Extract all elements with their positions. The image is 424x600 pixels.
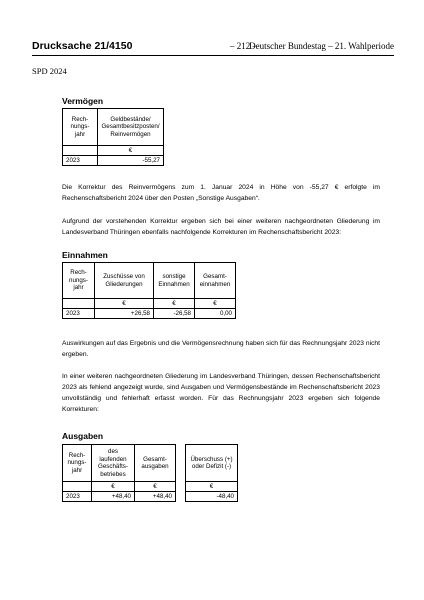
currency-cell-empty [63,146,98,156]
currency-cell: € [98,146,164,156]
currency-cell: € [154,299,195,309]
year-cell: 2023 [63,309,95,319]
paragraph-auswirkungen: Auswirkungen auf das Ergebnis und die Vermögensrechnung haben sich für das Rechnungsjahr 2023 nicht ergeben. [62,340,380,358]
col-header-reinvermoegen: Geldbestände/ Gesamtbesitzposten/ Reinvermögen [98,109,164,146]
page-number: – 212 – [230,41,257,51]
year-cell: 2023 [63,492,92,502]
currency-cell-empty [63,482,92,492]
ergebnis-table [185,444,238,502]
col-header-zuschuesse: Zuschüsse von Gliederungen [95,263,154,299]
currency-cell: € [135,482,176,492]
currency-cell: € [195,299,236,309]
header-divider [32,55,394,56]
value-geschaeftsbetrieb: +48,40 [92,492,135,502]
einnahmen-table [62,262,236,319]
value-sonstige: -26,58 [154,309,195,319]
value-gesamtausgaben: +48,40 [135,492,176,502]
ausgaben-table [62,444,176,502]
ausgaben-title: Ausgaben [62,431,104,441]
col-header-year: Rech- nungs- jahr [63,109,98,146]
paragraph-thueringen: Aufgrund der vorstehenden Korrektur ergeben sich bei einer weiteren nachgeordneten Gliederung im Landesverband Thüringen ebenfalls nachfolgende Korrekturen im Rechenschaftsbericht 2023: [62,218,380,236]
currency-cell: € [92,482,135,492]
value-gesamteinnahmen: 0,00 [195,309,236,319]
col-header-year: Rech- nungs- jahr [63,445,92,482]
page-header [32,40,394,54]
paragraph-weitere-gliederung: In einer weiteren nachgeordneten Gliederung im Landesverband Thüringen, dessen Rechenschaftsbericht 2023 als fehlend angezeigt wurde, sind Ausgaben und Vermögensbestände im Rechenschaftsbericht 2023 unvollständig und fehlerhaft erfasst worden. Für das Rechnungsjahr 2023 ergeben sich folgende Korrekturen: [62,373,380,413]
col-header-year: Rech- nungs- jahr [63,263,95,299]
document-number: Drucksache 21/4150 [32,40,133,52]
currency-cell-empty [63,299,95,309]
vermoegen-title: Vermögen [62,96,104,106]
currency-cell: € [95,299,154,309]
currency-cell: € [186,482,238,492]
col-header-sonstige: sonstige Einnahmen [154,263,195,299]
paragraph-correction: Die Korrektur des Reinvermögens zum 1. Januar 2024 in Höhe von -55,27 € erfolgte im Rechenschaftsbericht 2024 über den Posten „Sonstige Ausgaben“. [62,184,380,202]
einnahmen-title: Einnahmen [62,250,108,260]
value-zuschuesse: +26,58 [95,309,154,319]
col-header-ueberschuss: Überschuss (+) oder Defizit (-) [186,445,238,482]
value-cell: -55,27 [98,156,164,166]
value-ueberschuss: -48,40 [186,492,238,502]
vermoegen-table [62,108,164,166]
year-cell: 2023 [63,156,98,166]
col-header-gesamteinnahmen: Gesamt- einnahmen [195,263,236,299]
col-header-gesamtausgaben: Gesamt- ausgaben [135,445,176,482]
party-label: SPD 2024 [32,66,67,76]
parliament-label: Deutscher Bundestag – 21. Wahlperiode [249,41,394,51]
col-header-geschaeftsbetrieb: des laufenden Geschäfts- betriebes [92,445,135,482]
